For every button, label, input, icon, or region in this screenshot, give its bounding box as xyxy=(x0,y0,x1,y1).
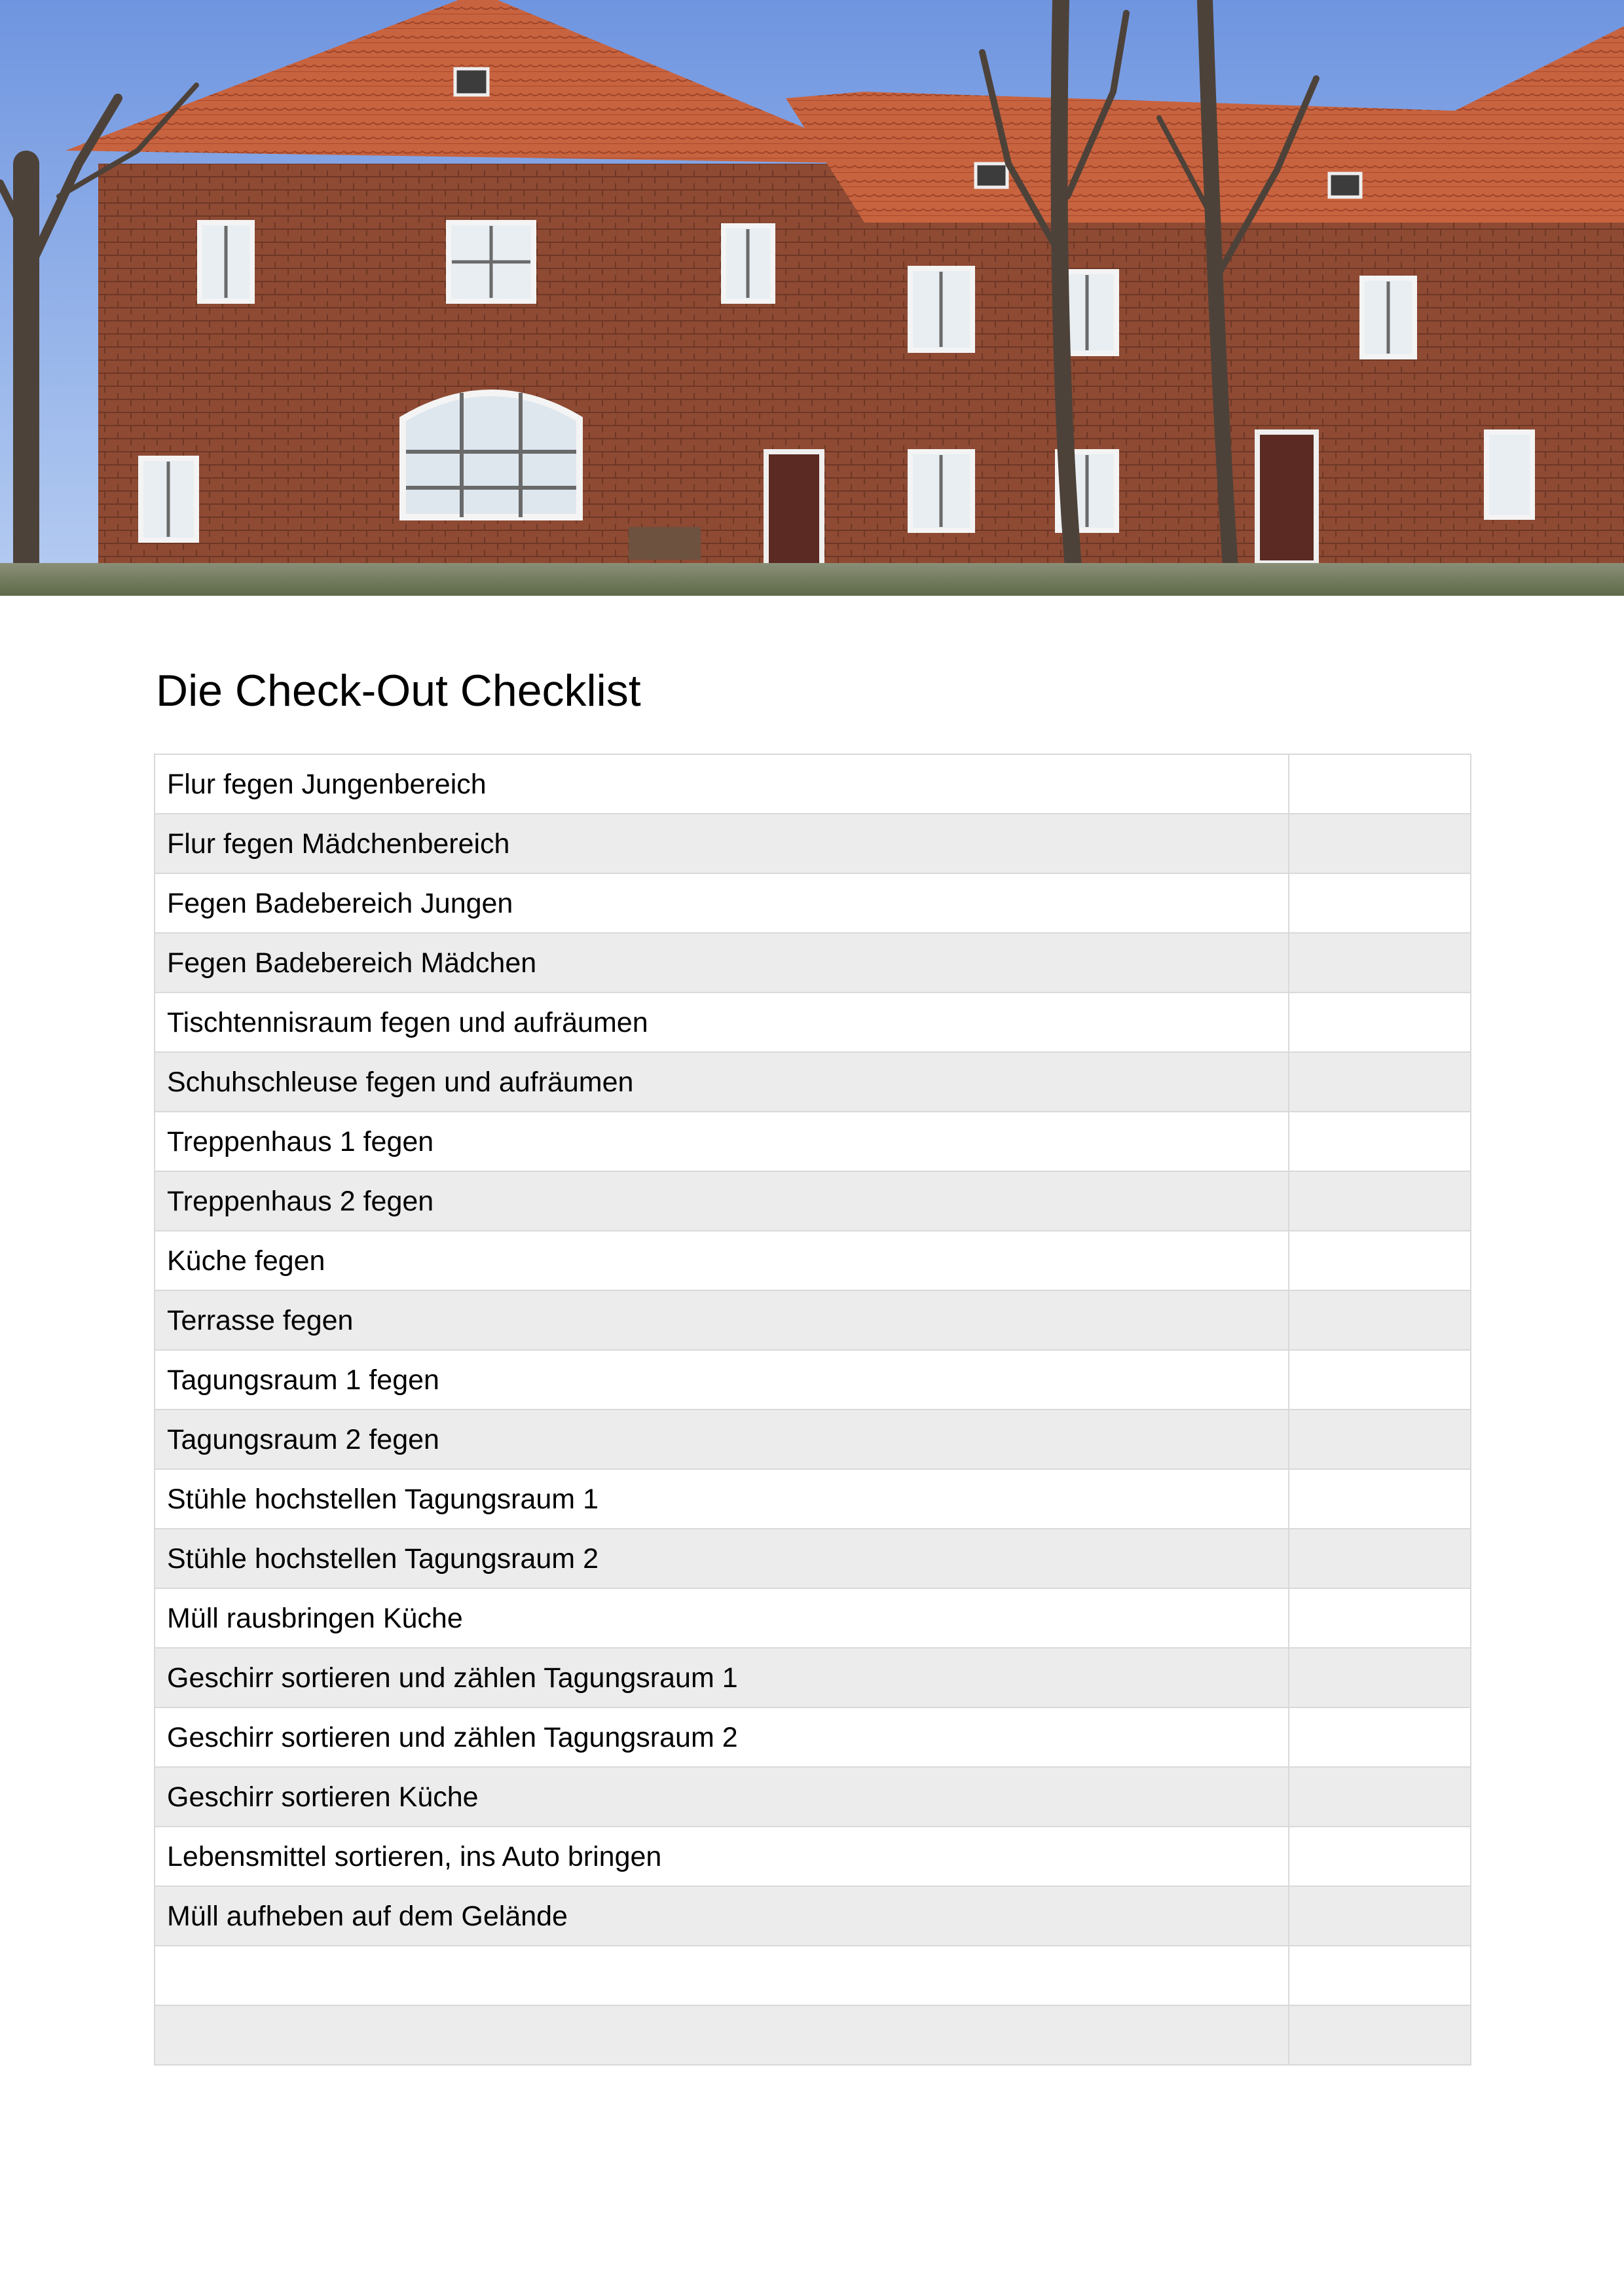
skylight-3 xyxy=(1329,173,1361,197)
table-row xyxy=(155,1886,1471,1946)
task-cell: Geschirr sortieren Küche xyxy=(155,1767,1289,1827)
middle-roof xyxy=(786,92,1486,236)
check-cell[interactable] xyxy=(1289,1648,1471,1707)
task-cell xyxy=(155,2005,1289,2065)
task-cell: Küche fegen xyxy=(155,1231,1289,1290)
check-cell[interactable] xyxy=(1289,1886,1471,1946)
task-cell: Flur fegen Jungenbereich xyxy=(155,754,1289,814)
table-row xyxy=(155,1410,1471,1469)
check-cell[interactable] xyxy=(1289,1946,1471,2005)
table-row xyxy=(155,1827,1471,1886)
table-row xyxy=(155,1231,1471,1290)
page-title: Die Check-Out Checklist xyxy=(156,666,641,716)
table-row xyxy=(155,1588,1471,1648)
ground xyxy=(0,563,1624,596)
task-cell xyxy=(155,1946,1289,2005)
skylight-2 xyxy=(976,164,1007,187)
task-cell: Tagungsraum 2 fegen xyxy=(155,1410,1289,1469)
header-photo xyxy=(0,0,1624,596)
task-cell: Geschirr sortieren und zählen Tagungsraum 2 xyxy=(155,1707,1289,1767)
task-cell: Schuhschleuse fegen und aufräumen xyxy=(155,1052,1289,1112)
check-cell[interactable] xyxy=(1289,1767,1471,1827)
check-cell[interactable] xyxy=(1289,1469,1471,1529)
check-cell[interactable] xyxy=(1289,754,1471,814)
task-cell: Geschirr sortieren und zählen Tagungsraum 1 xyxy=(155,1648,1289,1707)
task-cell: Flur fegen Mädchenbereich xyxy=(155,814,1289,873)
task-cell: Fegen Badebereich Mädchen xyxy=(155,933,1289,993)
bench xyxy=(629,527,701,560)
check-cell[interactable] xyxy=(1289,814,1471,873)
right-wall xyxy=(1460,223,1624,583)
table-row xyxy=(155,993,1471,1052)
table-row xyxy=(155,1112,1471,1171)
table-row xyxy=(155,933,1471,993)
task-cell: Fegen Badebereich Jungen xyxy=(155,873,1289,933)
check-cell[interactable] xyxy=(1289,1707,1471,1767)
check-cell[interactable] xyxy=(1289,1529,1471,1588)
table-row xyxy=(155,2005,1471,2065)
task-cell: Tagungsraum 1 fegen xyxy=(155,1350,1289,1410)
table-row xyxy=(155,1529,1471,1588)
task-cell: Lebensmittel sortieren, ins Auto bringen xyxy=(155,1827,1289,1886)
check-cell[interactable] xyxy=(1289,933,1471,993)
check-cell[interactable] xyxy=(1289,993,1471,1052)
check-cell[interactable] xyxy=(1289,1290,1471,1350)
task-cell: Terrasse fegen xyxy=(155,1290,1289,1350)
checklist-table xyxy=(154,754,1471,2066)
table-row xyxy=(155,1290,1471,1350)
check-cell[interactable] xyxy=(1289,1588,1471,1648)
check-cell[interactable] xyxy=(1289,2005,1471,2065)
check-cell[interactable] xyxy=(1289,1410,1471,1469)
task-cell: Stühle hochstellen Tagungsraum 2 xyxy=(155,1529,1289,1588)
front-door-1 xyxy=(766,452,822,570)
check-cell[interactable] xyxy=(1289,1827,1471,1886)
table-row xyxy=(155,1171,1471,1231)
table-row xyxy=(155,814,1471,873)
table-row xyxy=(155,1350,1471,1410)
table-row xyxy=(155,1469,1471,1529)
table-row xyxy=(155,1648,1471,1707)
task-cell: Stühle hochstellen Tagungsraum 1 xyxy=(155,1469,1289,1529)
table-row xyxy=(155,754,1471,814)
front-door-2 xyxy=(1257,432,1316,563)
arched-window xyxy=(403,393,580,517)
house-illustration xyxy=(0,0,1624,596)
check-cell[interactable] xyxy=(1289,1112,1471,1171)
task-cell: Tischtennisraum fegen und aufräumen xyxy=(155,993,1289,1052)
table-row xyxy=(155,1946,1471,2005)
table-row xyxy=(155,1052,1471,1112)
check-cell[interactable] xyxy=(1289,873,1471,933)
task-cell: Müll aufheben auf dem Gelände xyxy=(155,1886,1289,1946)
task-cell: Müll rausbringen Küche xyxy=(155,1588,1289,1648)
skylight-1 xyxy=(455,69,488,95)
table-row xyxy=(155,873,1471,933)
check-cell[interactable] xyxy=(1289,1171,1471,1231)
check-cell[interactable] xyxy=(1289,1052,1471,1112)
table-row xyxy=(155,1707,1471,1767)
task-cell: Treppenhaus 1 fegen xyxy=(155,1112,1289,1171)
check-cell[interactable] xyxy=(1289,1350,1471,1410)
task-cell: Treppenhaus 2 fegen xyxy=(155,1171,1289,1231)
table-row xyxy=(155,1767,1471,1827)
check-cell[interactable] xyxy=(1289,1231,1471,1290)
